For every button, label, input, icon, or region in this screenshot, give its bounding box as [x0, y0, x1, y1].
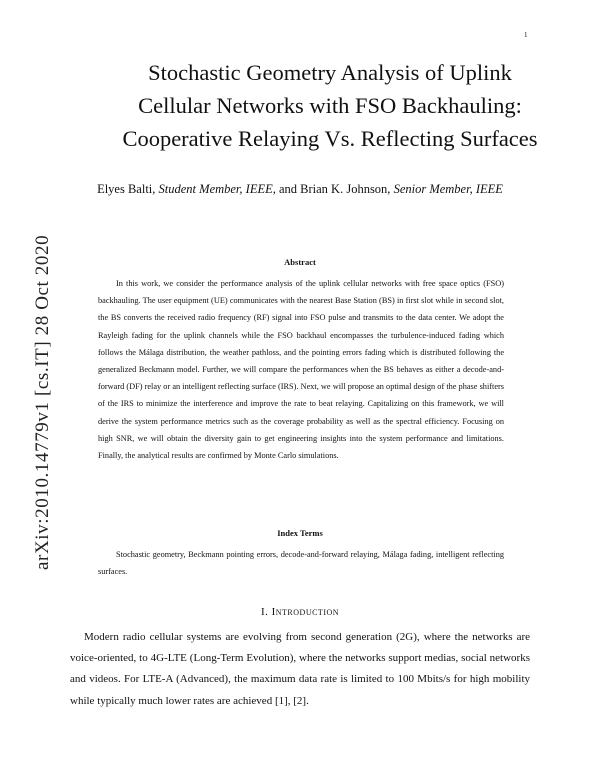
page-number: 1 [524, 31, 528, 39]
author-conjunction-and-author-2: and Brian K. Johnson, [275, 182, 394, 196]
arxiv-identifier-stamp: arXiv:2010.14779v1 [cs.IT] 28 Oct 2020 [32, 234, 53, 570]
author-1-role: Student Member, IEEE, [158, 182, 276, 196]
introduction-text: Modern radio cellular systems are evolving from second generation (2G), where the networks are voice-oriented, to 4G-LTE (Long-Term Evolution), where the networks support medias, social networks and videos. For LTE-A (Advanced), the maximum data rate is limited to 100 Mbits/s for high mobility while typically much lower rates are achieved [1], [2]. [70, 631, 530, 707]
abstract-heading: Abstract [284, 257, 316, 267]
index-terms-heading: Index Terms [277, 528, 323, 538]
index-terms-text: Stochastic geometry, Beckmann pointing errors, decode-and-forward relaying, Málaga fading, intelligent reflecting surfaces. [98, 550, 504, 577]
title-line-3: Cooperative Relaying Vs. Reflecting Surfaces [122, 126, 538, 151]
title-line-2: Cellular Networks with FSO Backhauling: [138, 93, 522, 118]
abstract-text: In this work, we consider the performance analysis of the uplink cellular networks with free space optics (FSO) backhauling. The user equipment (UE) communicates with the nearest Base Station (BS) in first slot while in second slot, the BS converts the received radio frequency (RF) signal into FSO pulse and transmits to the data center. We adopt the Rayleigh fading for the uplink channels while the FSO backhaul encompasses the turbulence-induced fading which follows the Málaga distribution, the weather pathloss, and the pointing errors fading which is distributed following the generalized Beckmann model. Further, we will compare the performances when the BS behaves as either a decode-and-forward (DF) relay or an intelligent reflecting surface (IRS). Next, we will propose an optimal design of the phase shifters of the IRS to minimize the interference and improve the rate to beat relaying. Capitalizing on this framework, we will derive the system performance metrics such as the coverage probability as well as the spectral efficiency. Focusing on high SNR, we will obtain the diversity gain to get engineering insights into the system performance and limitations. Finally, the analytical results are confirmed by Monte Carlo simulations. [98, 279, 504, 461]
author-line [0, 182, 600, 197]
introduction-heading: I. Introduction [260, 606, 340, 618]
title-line-1: Stochastic Geometry Analysis of Uplink [148, 60, 512, 85]
author-2-role: Senior Member, IEEE [393, 182, 503, 196]
paper-title [40, 56, 600, 155]
author-1-name: Elyes Balti, [97, 182, 159, 196]
